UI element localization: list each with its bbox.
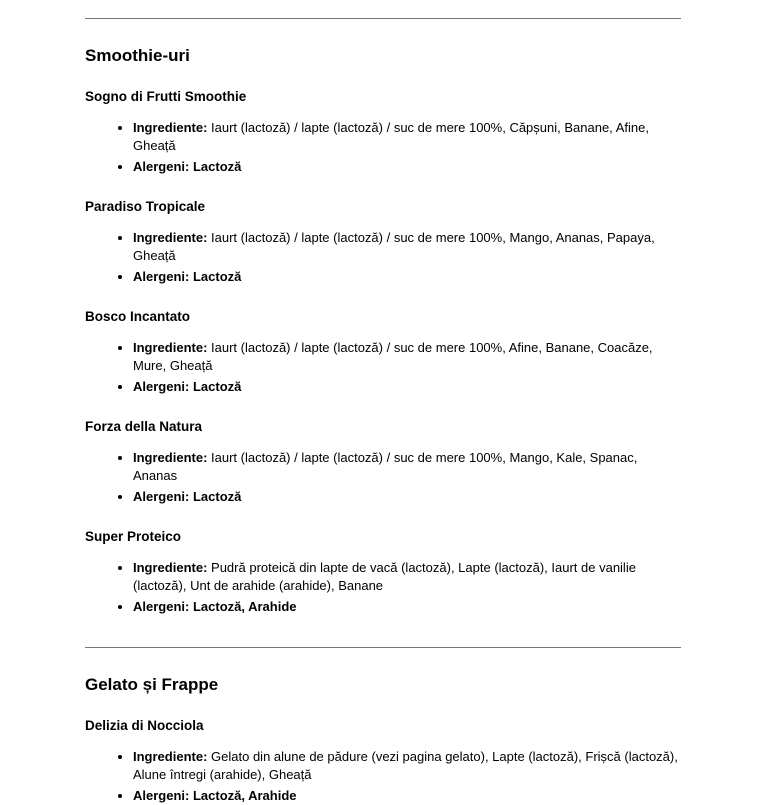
allergens-line (133, 158, 681, 176)
allergens-text: Lactoză, Arahide (192, 598, 297, 614)
ingredients-text: Iaurt (lactoză) / lapte (lactoză) / suc de mere 100%, Căpșuni, Banane, Afine, Gheață (133, 120, 649, 154)
ingredients-line (133, 559, 681, 595)
menu-item-paradiso-tropicale (85, 199, 681, 286)
item-details (85, 339, 681, 396)
ingredients-label: Ingrediente: (133, 120, 208, 136)
item-details (85, 559, 681, 616)
ingredients-label: Ingrediente: (133, 339, 208, 355)
allergens-text: Lactoză, Arahide (192, 787, 297, 803)
item-name: Delizia di Nocciola (85, 717, 204, 733)
allergens-line (133, 488, 681, 506)
section-title-gelato-frappe: Gelato și Frappe (85, 674, 219, 694)
allergens-label: Alergeni: (133, 598, 190, 614)
ingredients-line (133, 119, 681, 155)
item-details (85, 119, 681, 176)
item-details (85, 748, 681, 805)
item-name: Paradiso Tropicale (85, 199, 206, 215)
menu-item-forza-della-natura (85, 419, 681, 506)
allergens-text: Lactoză (192, 378, 242, 394)
allergens-text: Lactoză (192, 488, 242, 504)
item-name: Sogno di Frutti Smoothie (85, 89, 247, 105)
allergens-line (133, 378, 681, 396)
ingredients-label: Ingrediente: (133, 748, 208, 764)
ingredients-label: Ingrediente: (133, 559, 208, 575)
allergens-label: Alergeni: (133, 488, 190, 504)
allergens-text: Lactoză (192, 159, 242, 175)
item-details (85, 229, 681, 286)
ingredients-label: Ingrediente: (133, 230, 208, 245)
item-name: Super Proteico (85, 528, 182, 544)
item-name: Bosco Incantato (85, 309, 191, 324)
menu-item-sogno-di-frutti (85, 89, 681, 176)
allergens-label: Alergeni: (133, 159, 190, 175)
allergens-label: Alergeni: (133, 787, 190, 803)
section-title-smoothies: Smoothie-uri (85, 46, 190, 65)
ingredients-line (133, 339, 681, 375)
menu-item-delizia-di-nocciola (85, 718, 681, 805)
allergens-line (133, 598, 681, 616)
allergens-label: Alergeni: (133, 378, 190, 394)
item-details (85, 449, 681, 506)
ingredients-line (133, 449, 681, 485)
ingredients-line (133, 229, 681, 265)
ingredients-line (133, 748, 681, 784)
allergens-line (133, 787, 681, 805)
menu-item-super-proteico (85, 529, 681, 616)
page-top-divider (85, 18, 681, 19)
ingredients-text: Pudră proteică din lapte de vacă (lactoză), Lapte (lactoză), Iaurt de vanilie (lactoză), Unt de arahide (arahide), Banane (133, 559, 636, 593)
allergens-text: Lactoză (192, 269, 242, 284)
ingredients-text: Iaurt (lactoză) / lapte (lactoză) / suc de mere 100%, Afine, Banane, Coacăze, Mure, Gheață (133, 339, 653, 373)
section-divider (85, 647, 681, 648)
item-name: Forza della Natura (85, 418, 203, 434)
ingredients-label: Ingrediente: (133, 449, 208, 465)
ingredients-text: Iaurt (lactoză) / lapte (lactoză) / suc de mere 100%, Mango, Kale, Spanac, Ananas (133, 449, 638, 483)
allergens-line (133, 268, 681, 286)
menu-item-bosco-incantato (85, 309, 681, 396)
allergens-label: Alergeni: (133, 269, 190, 284)
ingredients-text: Gelato din alune de pădure (vezi pagina gelato), Lapte (lactoză), Frișcă (lactoză), Alune întregi (arahide), Gheață (133, 748, 678, 782)
ingredients-text: Iaurt (lactoză) / lapte (lactoză) / suc de mere 100%, Mango, Ananas, Papaya, Gheață (133, 230, 655, 263)
